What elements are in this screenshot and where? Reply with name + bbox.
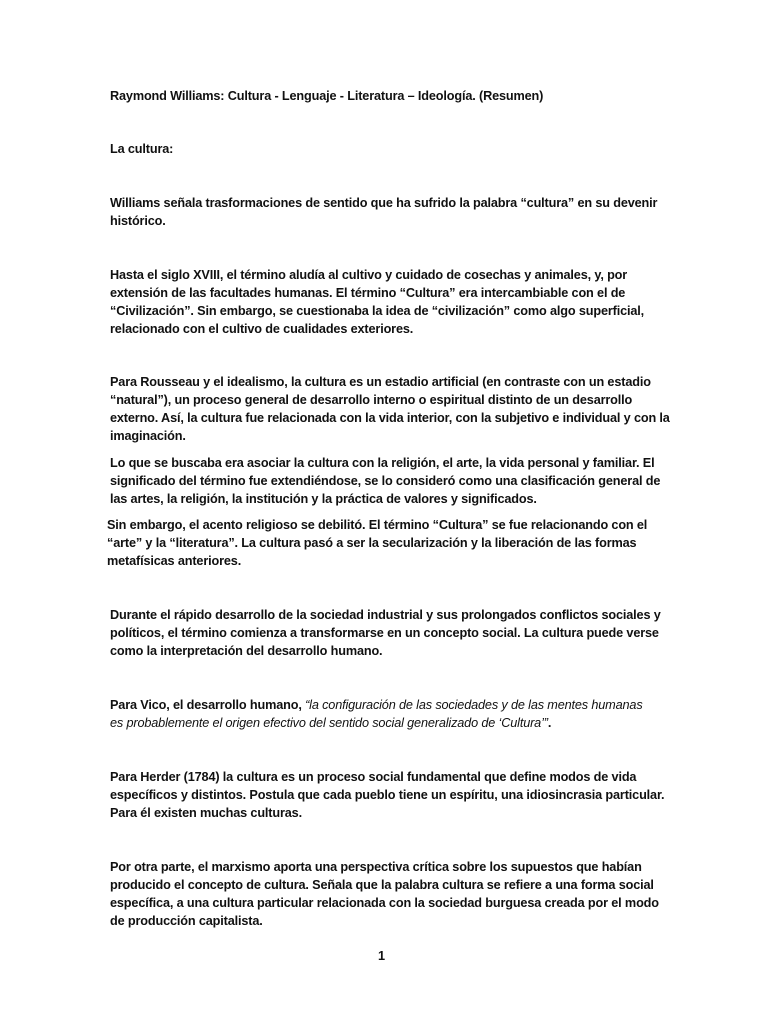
paragraph-6: Durante el rápido desarrollo de la sociedad industrial y sus prolongados conflictos sociales y políticos, el término comienza a transformarse en un concepto social. La cultura puede verse como la interpretación del desarrollo humano. — [110, 608, 661, 658]
page-number: 1 — [378, 949, 386, 963]
vico-quote: “la configuración de las sociedades y de las mentes humanas — [305, 698, 643, 712]
paragraph-4: Lo que se buscaba era asociar la cultura con la religión, el arte, la vida personal y familiar. El significado del término fue extendiéndose, se lo consideró como una clasificación general de las artes, la religión, la institución y la práctica de valores y significados. — [110, 456, 661, 506]
vico-line-2: es probablemente el origen efectivo del sentido social generalizado de ‘Cultura’”. — [110, 716, 552, 730]
paragraph-3: Para Rousseau y el idealismo, la cultura es un estadio artificial (en contraste con un estadio “natural”), un proceso general de desarrollo interno o espiritual distinto de un desarrollo externo. Así, la cultura fue relacionada con la vida interior, con la subjetivo e individual y con la imaginación. — [110, 375, 670, 443]
paragraph-2: Hasta el siglo XVIII, el término aludía al cultivo y cuidado de cosechas y animales, y, por extensión de las facultades humanas. El término “Cultura” era intercambiable con el de “Civilización”. Sin embargo, se cuestionaba la idea de “civilización” como algo superficial, relacionado con el cultivo de cualidades exteriores. — [110, 268, 645, 336]
paragraph-herder: Para Herder (1784) la cultura es un proceso social fundamental que define modos de vida específicos y distintos. Postula que cada pueblo tiene un espíritu, una idiosincrasia particular. Para él existen muchas culturas. — [110, 770, 665, 820]
paragraph-1: Williams señala trasformaciones de sentido que ha sufrido la palabra “cultura” en su devenir histórico. — [110, 196, 658, 228]
paragraph-vico — [110, 696, 643, 732]
paragraph-marxismo: Por otra parte, el marxismo aporta una perspectiva crítica sobre los supuestos que habían producido el concepto de cultura. Señala que la palabra cultura se refiere a una forma social específica, a una cultura particular relacionada con la sociedad burguesa creada por el modo de producción capitalista. — [110, 860, 659, 928]
vico-line-1: Para Vico, el desarrollo humano, “la configuración de las sociedades y de las mentes humanas — [110, 698, 643, 712]
section-heading: La cultura: — [110, 142, 174, 156]
paragraph-5: Sin embargo, el acento religioso se debilitó. El término “Cultura” se fue relacionando con el “arte” y la “literatura”. La cultura pasó a ser la secularización y la liberación de las formas metafísicas anteriores. — [107, 518, 648, 568]
document-title: Raymond Williams: Cultura - Lenguaje - Literatura – Ideología. (Resumen) — [110, 89, 544, 103]
vico-quote-continued: es probablemente el origen efectivo del sentido social generalizado de ‘Cultura’” — [110, 716, 548, 730]
